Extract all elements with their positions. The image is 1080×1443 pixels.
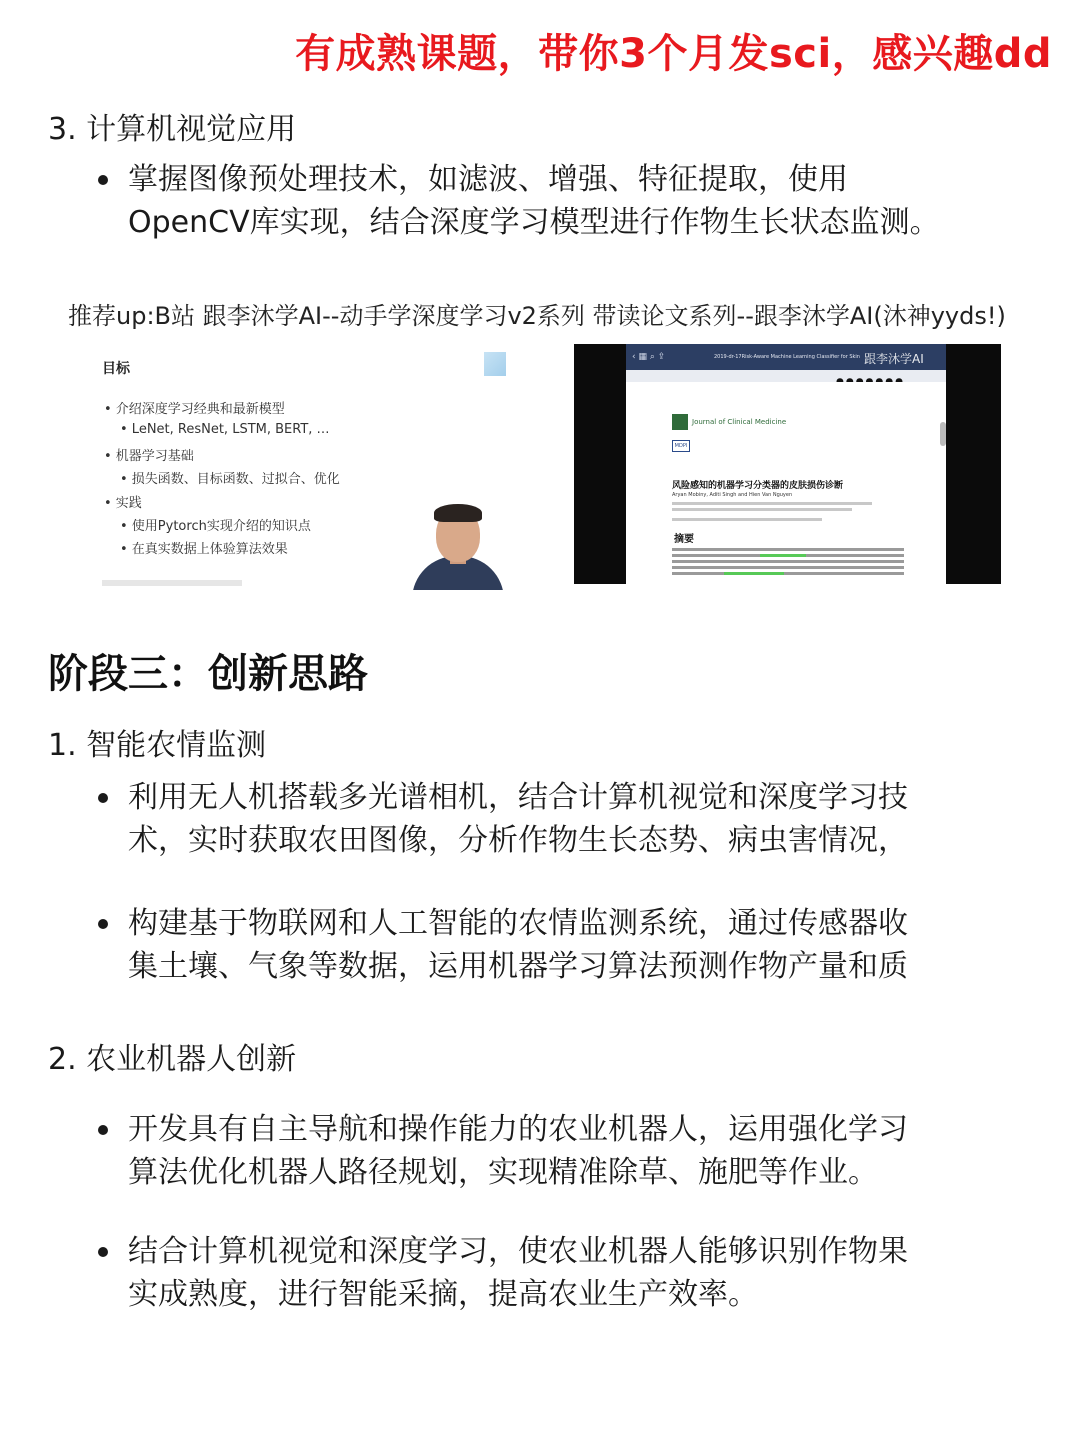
slide-line: • 实践	[104, 496, 142, 511]
list-item	[98, 158, 958, 244]
paper-title: 风险感知的机器学习分类器的皮肤损伤诊断	[672, 481, 844, 491]
slide-line: • 在真实数据上体验算法效果	[120, 542, 288, 557]
list-item-line: 集土壤、气象等数据，运用机器学习算法预测作物产量和质	[128, 949, 908, 984]
list-item-line: 结合计算机视觉和深度学习，使农业机器人能够识别作物果	[128, 1234, 908, 1269]
lecture-slide-image	[84, 344, 554, 590]
paper-text-line	[672, 560, 904, 563]
bullet-dot-icon	[98, 1247, 108, 1257]
list-item-line: OpenCV库实现，结合深度学习模型进行作物生长状态监测。	[128, 205, 940, 240]
reader-scrollbar[interactable]	[940, 422, 946, 446]
list-item-line: 算法优化机器人路径规划，实现精准除草、施肥等作业。	[128, 1155, 878, 1190]
highlight-mark	[760, 554, 806, 557]
bullet-dot-icon	[98, 1125, 108, 1135]
highlight-mark	[724, 572, 784, 575]
watermark: 跟李沐学AI	[864, 352, 924, 366]
list-item-line: 构建基于物联网和人工智能的农情监测系统，通过传感器收	[128, 906, 908, 941]
paper-authors: Aryan Mobiny, Aditi Singh and Hien Van Nguyen	[672, 492, 793, 498]
paper-text-line	[672, 502, 872, 505]
list-item	[98, 902, 958, 988]
presenter-hair	[434, 504, 482, 522]
recommendation-text: 推荐up:B站 跟李沐学AI--动手学深度学习v2系列 带读论文系列--跟李沐学AI(沐神yyds!)	[68, 302, 1006, 330]
section-heading: 2. 农业机器人创新	[48, 1042, 297, 1077]
journal-logo-icon	[672, 414, 688, 430]
paper-text-line	[672, 508, 852, 511]
slide-line: • 损失函数、目标函数、过拟合、优化	[120, 472, 340, 487]
list-item-line: 实成熟度，进行智能采摘，提高农业生产效率。	[128, 1277, 758, 1312]
list-item-line: 利用无人机搭载多光谱相机，结合计算机视觉和深度学习技	[128, 780, 908, 815]
bullet-dot-icon	[98, 175, 108, 185]
section-heading: 1. 智能农情监测	[48, 728, 267, 763]
list-item-line: 术，实时获取农田图像，分析作物生长态势、病虫害情况，	[128, 823, 908, 858]
reader-doc-title: 2019-dr-17Risk-Aware Machine Learning Classifier for Skin	[714, 354, 860, 360]
list-item	[98, 776, 958, 862]
paper-text-line	[672, 566, 904, 569]
slide-line: • 机器学习基础	[104, 449, 194, 464]
abstract-label: 摘要	[674, 534, 694, 545]
list-item	[98, 1108, 958, 1194]
paper-text-line	[672, 572, 904, 575]
slide-line: • 使用Pytorch实现介绍的知识点	[120, 519, 311, 534]
section-heading-cv: 3. 计算机视觉应用	[48, 112, 297, 147]
slide-title: 目标	[102, 361, 130, 377]
paper-text-line	[672, 548, 904, 551]
journal-name: Journal of Clinical Medicine	[692, 418, 787, 426]
back-icon: ‹ ▦ ⌕ ⇪	[632, 352, 666, 362]
publisher-logo: MDPI	[672, 440, 690, 452]
slide-line: • LeNet, ResNet, LSTM, BERT, …	[120, 422, 330, 437]
promo-banner: 有成熟课题，带你3个月发sci，感兴趣dd	[295, 31, 1052, 77]
stage-heading: 阶段三：创新思路	[48, 651, 368, 697]
slide-footer-bar	[102, 580, 242, 586]
list-item-line: 开发具有自主导航和操作能力的农业机器人，运用强化学习	[128, 1112, 908, 1147]
bullet-dot-icon	[98, 919, 108, 929]
list-item-line: 掌握图像预处理技术，如滤波、增强、特征提取，使用	[128, 162, 848, 197]
list-item	[98, 1230, 958, 1316]
slide-line: • 介绍深度学习经典和最新模型	[104, 402, 285, 417]
cube-icon	[484, 352, 506, 376]
paper-text-line	[672, 518, 822, 521]
bullet-dot-icon	[98, 793, 108, 803]
paper-reader-image	[574, 344, 1001, 584]
